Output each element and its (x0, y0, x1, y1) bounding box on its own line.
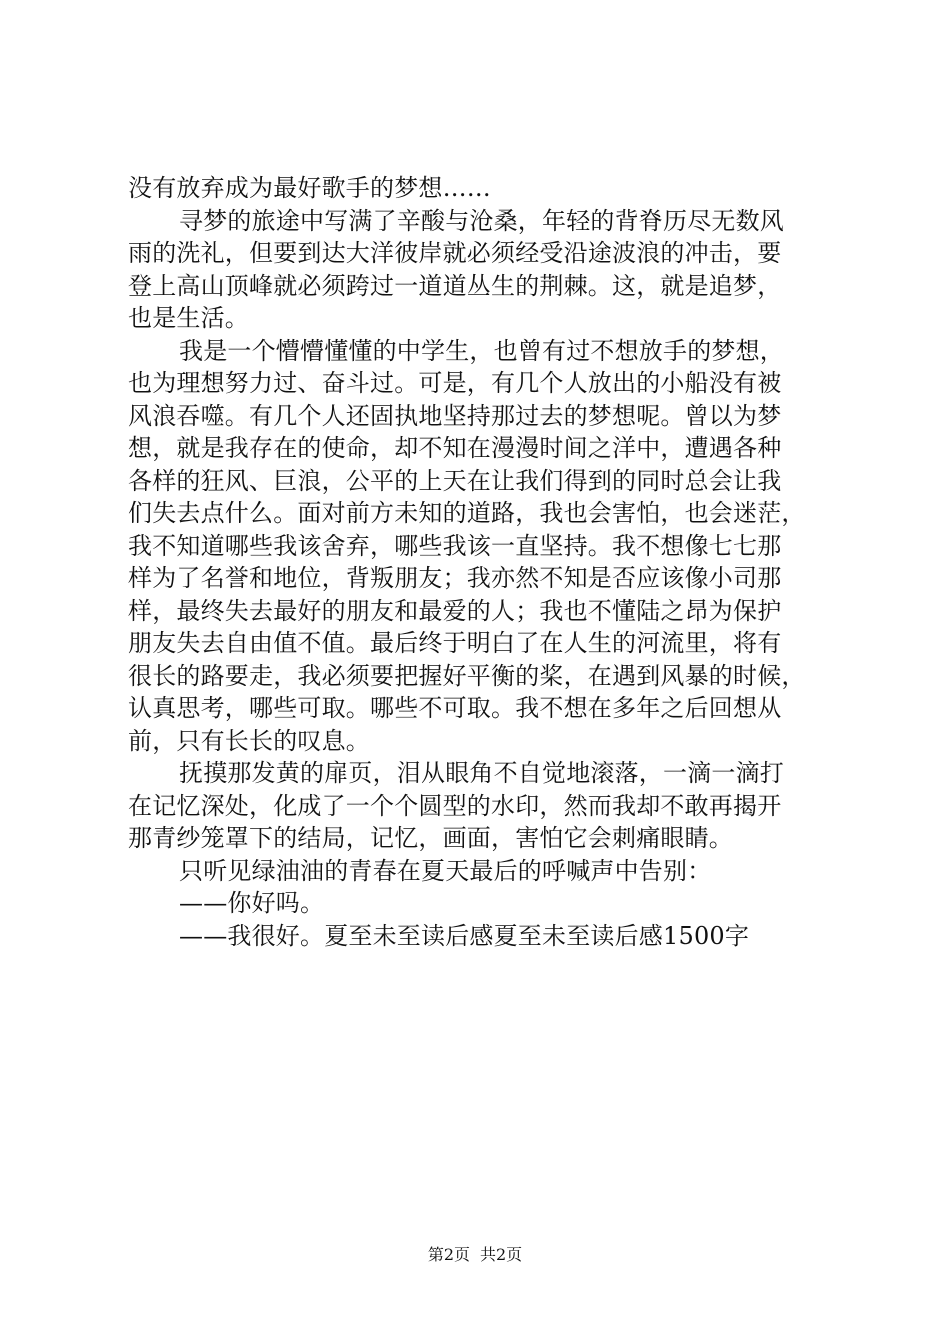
text-line: 我是一个懵懵懂懂的中学生，也曾有过不想放手的梦想， (179, 336, 784, 365)
text-line: 也为理想努力过、奋斗过。可是，有几个人放出的小船没有被 (128, 369, 782, 397)
text-line: 很长的路要走，我必须要把握好平衡的桨，在遇到风暴的时候， (128, 661, 806, 690)
text-line: 前，只有长长的叹息。 (128, 726, 370, 755)
text-line: 们失去点什么。面对前方未知的道路，我也会害怕，也会迷茫， (128, 499, 806, 527)
text-line: 那青纱笼罩下的结局，记忆，画面，害怕它会刺痛眼睛。 (128, 824, 733, 852)
text-line: 各样的狂风、巨浪，公平的上天在让我们得到的同时总会让我 (128, 466, 782, 495)
text-line: 只听见绿油油的青春在夏天最后的呼喊声中告别： (179, 856, 712, 885)
page-number-total: 共2页 (480, 1245, 523, 1264)
text-line: 我不知道哪些我该舍弃，哪些我该一直坚持。我不想像七七那 (128, 531, 782, 560)
page-number-current: 第2页 (427, 1245, 470, 1264)
text-line: 风浪吞噬。有几个人还固执地坚持那过去的梦想呢。曾以为梦 (128, 401, 782, 430)
text-line: 朋友失去自由值不值。最后终于明白了在人生的河流里，将有 (128, 629, 782, 657)
text-line: 寻梦的旅途中写满了辛酸与沧桑，年轻的背脊历尽无数风 (179, 206, 784, 235)
text-line: 没有放弃成为最好歌手的梦想…… (128, 174, 491, 202)
text-line: 样，最终失去最好的朋友和最爱的人；我也不懂陆之昂为保护 (128, 596, 782, 625)
text-line: 登上高山顶峰就必须跨过一道道丛生的荆棘。这，就是追梦， (128, 271, 782, 300)
text-line: ——你好吗。 (179, 889, 325, 917)
text-line: 在记忆深处，化成了一个个圆型的水印，然而我却不敢再揭开 (128, 791, 782, 820)
text-line: 样为了名誉和地位，背叛朋友；我亦然不知是否应该像小司那 (128, 564, 782, 592)
text-line: 雨的洗礼，但要到达大洋彼岸就必须经受沿途波浪的冲击，要 (128, 239, 782, 267)
text-line: ——我很好。夏至未至读后感夏至未至读后感1500字 (179, 921, 750, 950)
text-line: 想，就是我存在的使命，却不知在漫漫时间之洋中，遭遇各种 (128, 434, 782, 462)
document-body (128, 172, 834, 952)
text-line: 认真思考，哪些可取。哪些不可取。我不想在多年之后回想从 (128, 694, 782, 722)
page-footer (0, 1244, 950, 1266)
text-line: 也是生活。 (128, 304, 249, 332)
text-line: 抚摸那发黄的扉页，泪从眼角不自觉地滚落，一滴一滴打 (179, 759, 784, 787)
